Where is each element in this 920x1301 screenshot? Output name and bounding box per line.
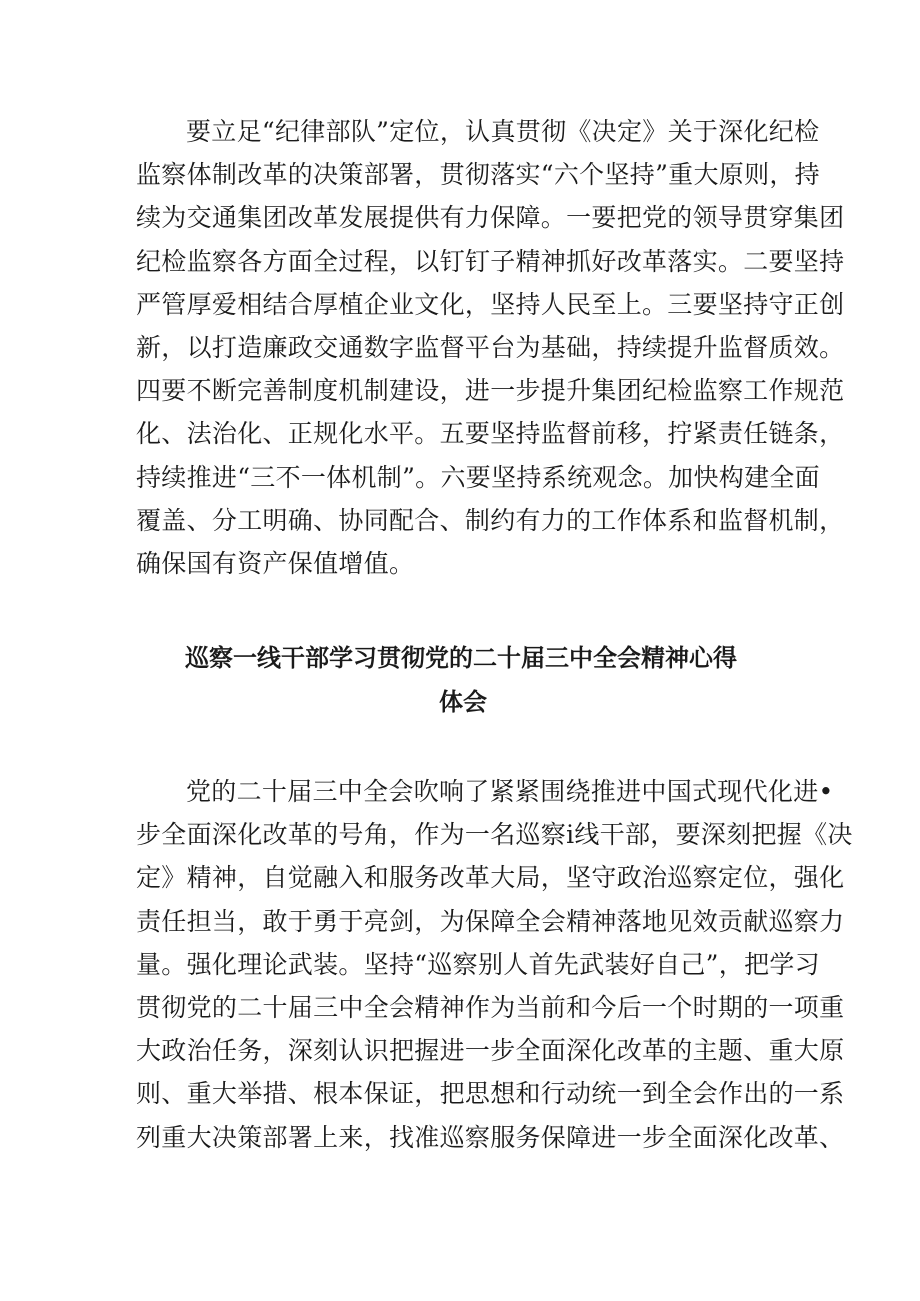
paragraph-line: 则、重大举措、根本保证，把思想和行动统一到全会作出的一系 <box>136 1079 845 1109</box>
article-title <box>136 636 786 724</box>
paragraph-line: 步全面深化改革的号角，作为一名巡察i线干部，要深刻把握《决 <box>136 820 853 850</box>
paragraph-line: 新，以打造廉政交通数字监督平台为基础，持续提升监督质效。 <box>136 332 845 362</box>
paragraph-line: 责任担当，敢于勇于亮剑，为保障全会精神落地见效贡献巡察力 <box>136 906 845 936</box>
paragraph-inspection-cadre <box>136 770 853 1159</box>
paragraph-line: 量。强化理论武装。坚持“巡察别人首先武装好自己”，把学习 <box>136 949 820 979</box>
article-title-line: 体会 <box>439 688 487 716</box>
paragraph-line: 持续推进“三不一体机制”。六要坚持系统观念。加快构建全面 <box>136 462 820 492</box>
paragraph-line: 严管厚爱相结合厚植企业文化，坚持人民至上。三要坚持守正创 <box>136 289 845 319</box>
paragraph-line: 大政治任务，深刻认识把握进一步全面深化改革的主题、重大原 <box>136 1036 845 1066</box>
article-title-line: 巡察一线干部学习贯彻党的二十届三中全会精神心得 <box>185 644 737 672</box>
paragraph-line: 纪检监察各方面全过程，以钉钉子精神抓好改革落实。二要坚持 <box>136 246 845 276</box>
paragraph-line: 要立足“纪律部队”定位，认真贯彻《决定》关于深化纪检 <box>186 117 820 146</box>
paragraph-line: 续为交通集团改革发展提供有力保障。一要把党的领导贯穿集团 <box>136 203 845 233</box>
paragraph-line: 列重大决策部署上来，找准巡察服务保障进一步全面深化改革、 <box>136 1122 845 1152</box>
paragraph-line: 确保国有资产保值增值。 <box>136 548 415 578</box>
paragraph-line: 定》精神，自觉融入和服务改革大局，坚守政治巡察定位，强化 <box>136 863 845 893</box>
paragraph-line: 化、法治化、正规化水平。五要坚持监督前移，拧紧责任链条， <box>136 419 845 449</box>
paragraph-line: 四要不断完善制度机制建设，进一步提升集团纪检监察工作规范 <box>136 376 845 406</box>
paragraph-line: 党的二十届三中全会吹响了紧紧围绕推进中国式现代化进• <box>186 777 834 806</box>
paragraph-discipline-reform <box>136 110 845 585</box>
paragraph-line: 贯彻党的二十届三中全会精神作为当前和今后一个时期的一项重 <box>136 992 845 1022</box>
paragraph-line: 覆盖、分工明确、协同配合、制约有力的工作体系和监督机制， <box>136 505 845 535</box>
paragraph-line: 监察体制改革的决策部署，贯彻落实“六个坚持”重大原则，持 <box>136 160 820 190</box>
